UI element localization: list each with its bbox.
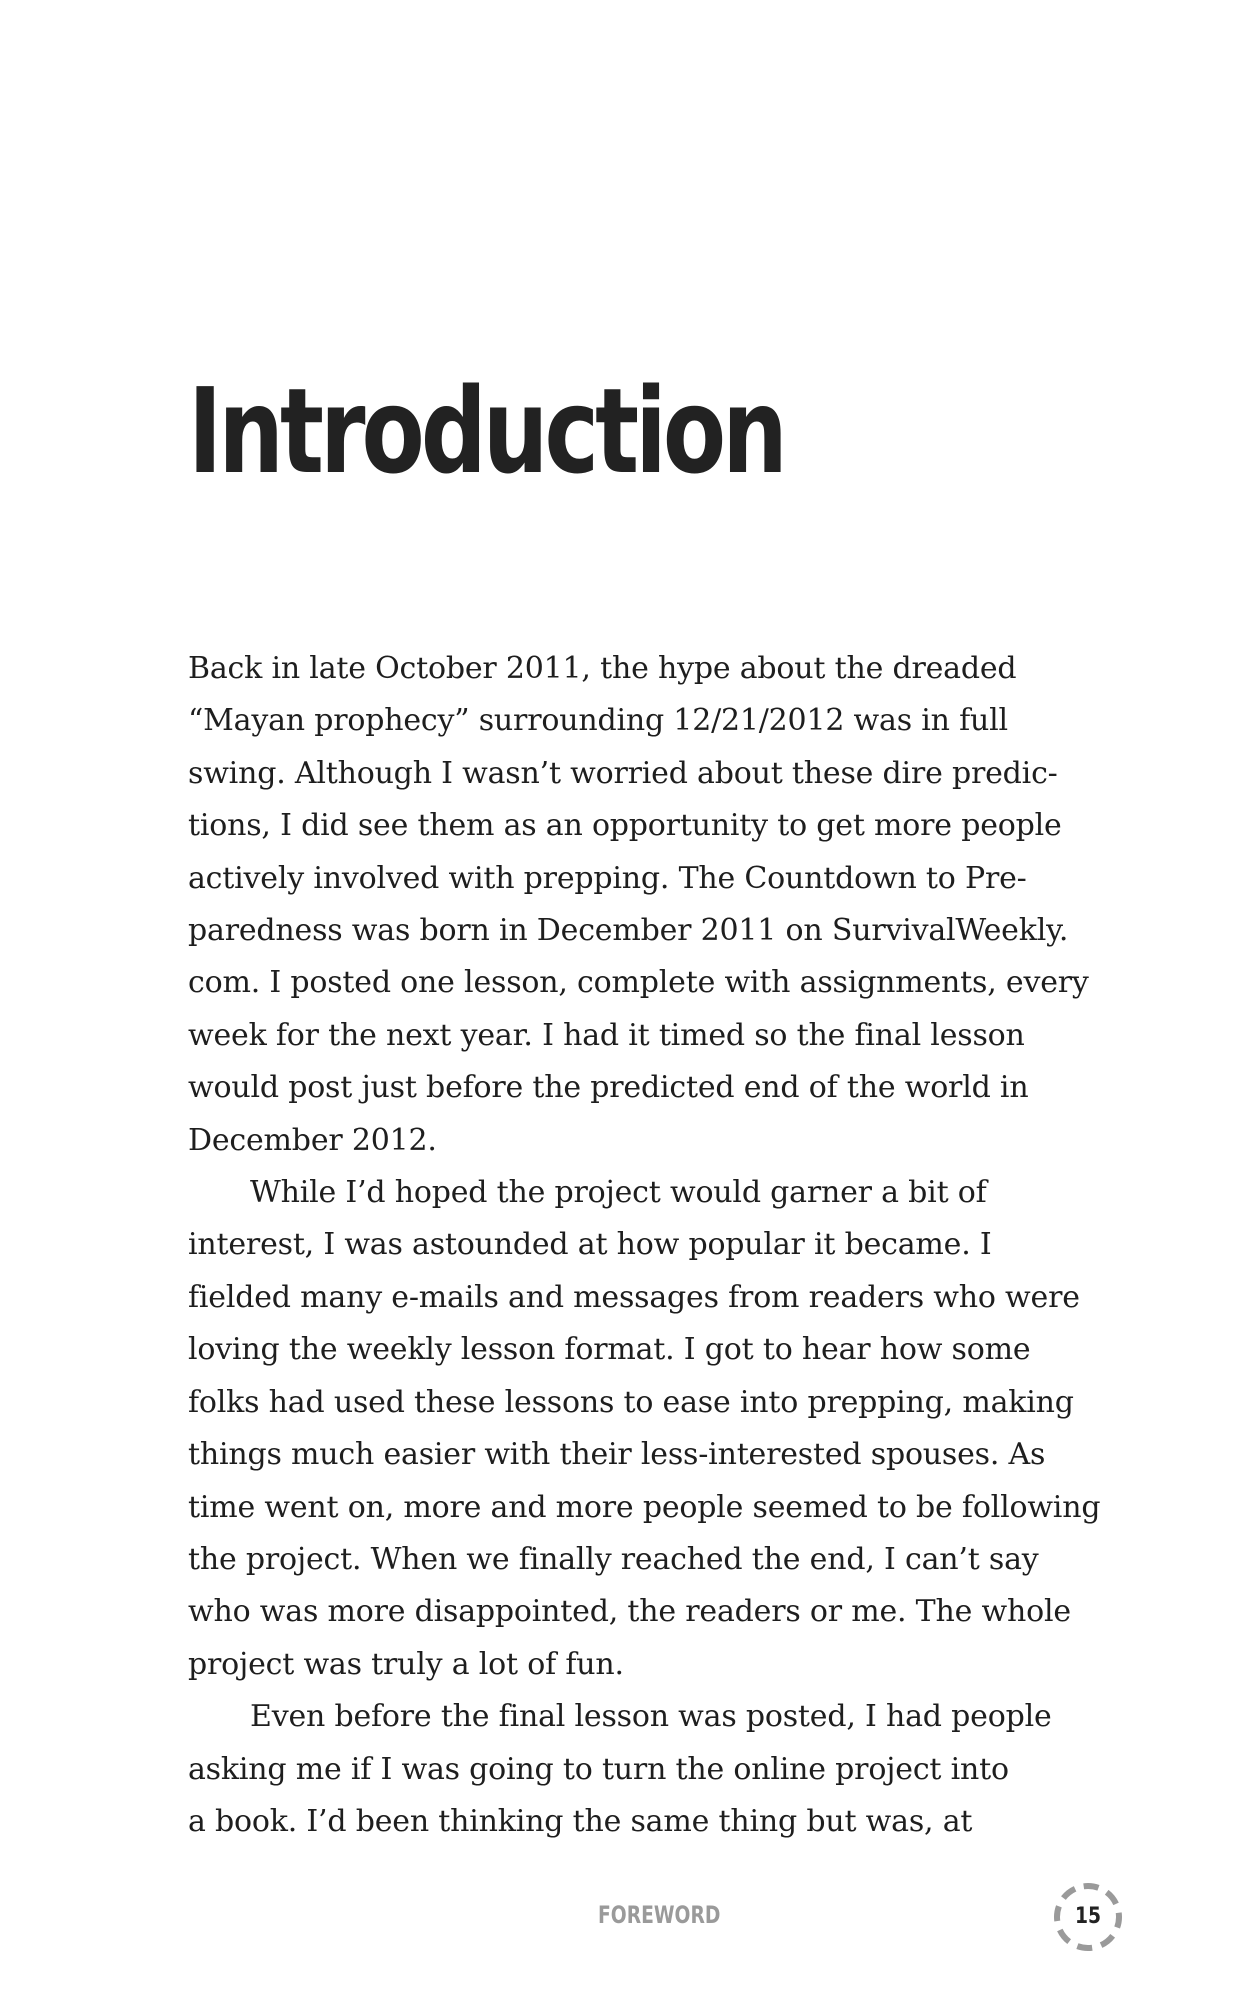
paragraph-1-line-9: would post just before the predicted end of the world in [188, 1070, 1029, 1106]
chapter-title: Introduction [188, 362, 784, 500]
paragraph-1-line-4: tions, I did see them as an opportunity to get more people [188, 808, 1062, 844]
paragraph-2-line-4: loving the weekly lesson format. I got to hear how some [188, 1332, 1031, 1368]
paragraph-3-line-1: Even before the final lesson was posted, I had people [250, 1699, 1052, 1735]
paragraph-1-line-2: “Mayan prophecy” surrounding 12/21/2012 was in full [188, 703, 1008, 739]
paragraph-1-line-1: Back in late October 2011, the hype about the dreaded [188, 651, 1017, 686]
paragraph-2-line-9: who was more disappointed, the readers or me. The whole [188, 1594, 1071, 1630]
paragraph-2-line-8: the project. When we finally reached the end, I can’t say [188, 1541, 1039, 1577]
paragraph-1-line-7: com. I posted one lesson, complete with assignments, every [188, 965, 1089, 1001]
paragraph-1-line-3: swing. Although I wasn’t worried about these dire predic- [188, 755, 1058, 791]
paragraph-3-line-3: a book. I’d been thinking the same thing but was, at [188, 1803, 973, 1839]
paragraph-1-line-5: actively involved with prepping. The Countdown to Pre- [188, 860, 1027, 896]
paragraph-1-line-8: week for the next year. I had it timed so the final lesson [188, 1017, 1025, 1053]
paragraph-2-line-5: folks had used these lessons to ease into prepping, making [188, 1384, 1074, 1420]
paragraph-2-line-3: fielded many e-mails and messages from readers who were [188, 1279, 1080, 1315]
running-footer-section: FOREWORD [598, 1901, 721, 1929]
page-number-badge [1050, 1879, 1126, 1955]
paragraph-2-line-6: things much easier with their less-interested spouses. As [188, 1437, 1046, 1473]
page-number: 15 [1074, 1904, 1102, 1929]
paragraph-2-line-2: interest, I was astounded at how popular it became. I [188, 1227, 992, 1263]
paragraph-2-line-10: project was truly a lot of fun. [188, 1646, 624, 1682]
paragraph-1-line-6: paredness was born in December 2011 on SurvivalWeekly. [188, 913, 1069, 949]
paragraph-2-line-7: time went on, more and more people seemed to be following [188, 1489, 1101, 1525]
paragraph-1-line-10: December 2012. [188, 1122, 437, 1158]
body-text [188, 643, 1138, 1848]
paragraph-3-line-2: asking me if I was going to turn the online project into [188, 1751, 1009, 1787]
paragraph-2-line-1: While I’d hoped the project would garner a bit of [250, 1175, 987, 1211]
